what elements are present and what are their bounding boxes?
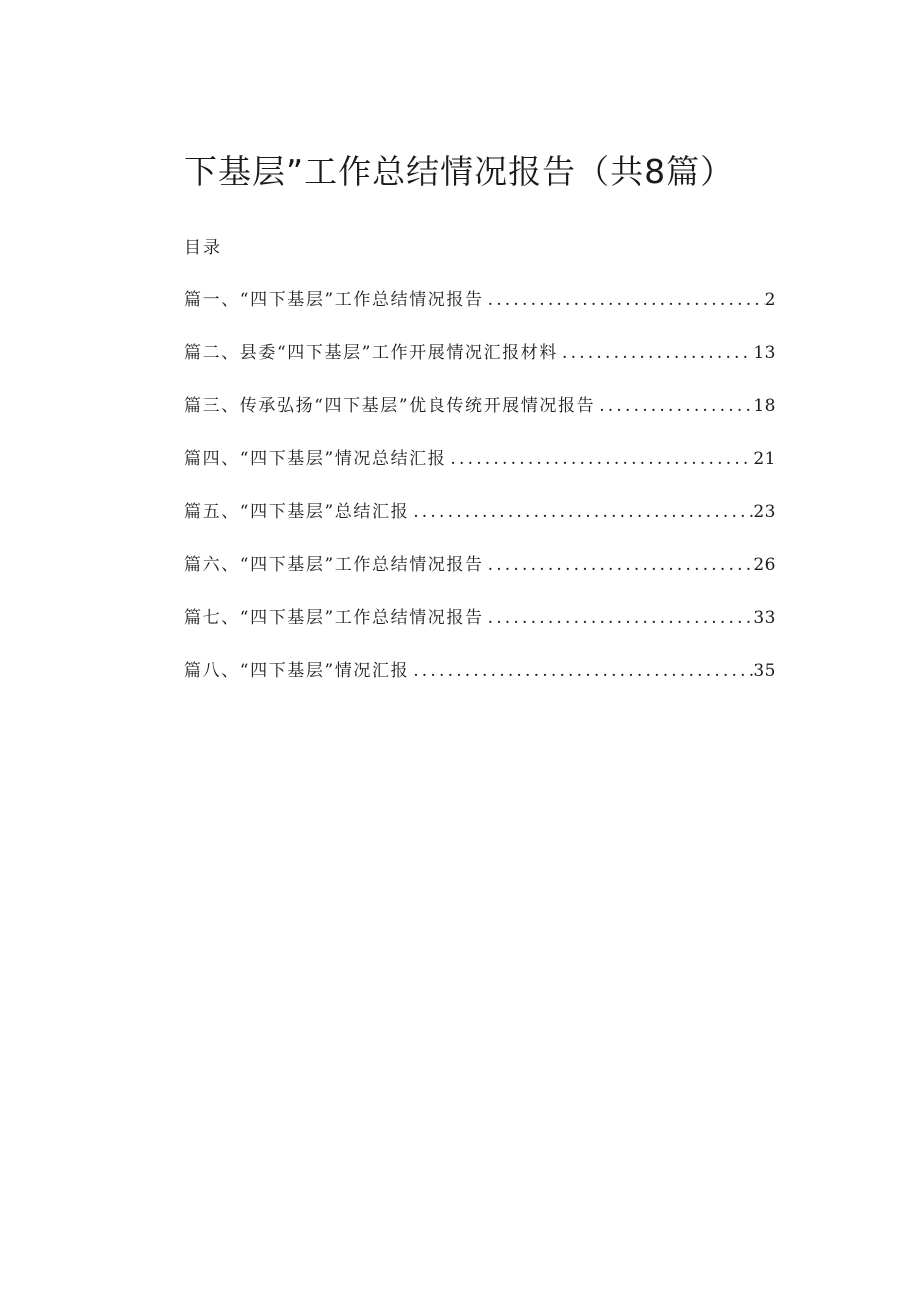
toc-dot-leader <box>409 498 753 526</box>
toc-dot-leader <box>484 604 754 632</box>
toc-entry-page: 26 <box>753 555 776 575</box>
toc-entry-label: 篇四、“四下基层”情况总结汇报 <box>184 449 447 469</box>
toc-dot-leader <box>484 551 754 579</box>
toc-entry-label: 篇三、传承弘扬“四下基层”优良传统开展情况报告 <box>184 396 596 416</box>
toc-entry-label: 篇一、“四下基层”工作总结情况报告 <box>184 290 484 310</box>
toc-entry-page: 23 <box>753 502 776 522</box>
toc-entry-label: 篇八、“四下基层”情况汇报 <box>184 661 410 681</box>
toc-entry-label: 篇七、“四下基层”工作总结情况报告 <box>184 608 484 628</box>
toc-dot-leader <box>558 339 753 367</box>
toc-dot-leader <box>484 286 765 314</box>
toc-entry-page: 33 <box>753 608 776 628</box>
toc-entry-label: 篇六、“四下基层”工作总结情况报告 <box>184 555 484 575</box>
toc-entry[interactable] <box>184 551 776 604</box>
toc-entry[interactable] <box>184 339 776 392</box>
toc-entry[interactable] <box>184 657 776 710</box>
toc-entry-page: 2 <box>764 290 776 310</box>
toc-entry[interactable] <box>184 392 776 445</box>
toc-dot-leader <box>446 445 753 473</box>
toc-heading: 目录 <box>184 238 222 258</box>
toc-entry-label: 篇五、“四下基层”总结汇报 <box>184 502 410 522</box>
toc-entry-page: 21 <box>753 449 776 469</box>
toc-dot-leader <box>595 392 753 420</box>
toc-entry[interactable] <box>184 445 776 498</box>
toc-dot-leader <box>409 657 753 685</box>
toc-entry[interactable] <box>184 286 776 339</box>
toc-entry-page: 35 <box>753 661 776 681</box>
toc-entry[interactable] <box>184 604 776 657</box>
toc-entry-page: 18 <box>753 396 776 416</box>
toc-entry[interactable] <box>184 498 776 551</box>
table-of-contents <box>184 286 776 710</box>
toc-entry-label: 篇二、县委“四下基层”工作开展情况汇报材料 <box>184 343 558 363</box>
document-title: 下基层”工作总结情况报告（共8篇） <box>184 152 735 191</box>
toc-entry-page: 13 <box>753 343 776 363</box>
